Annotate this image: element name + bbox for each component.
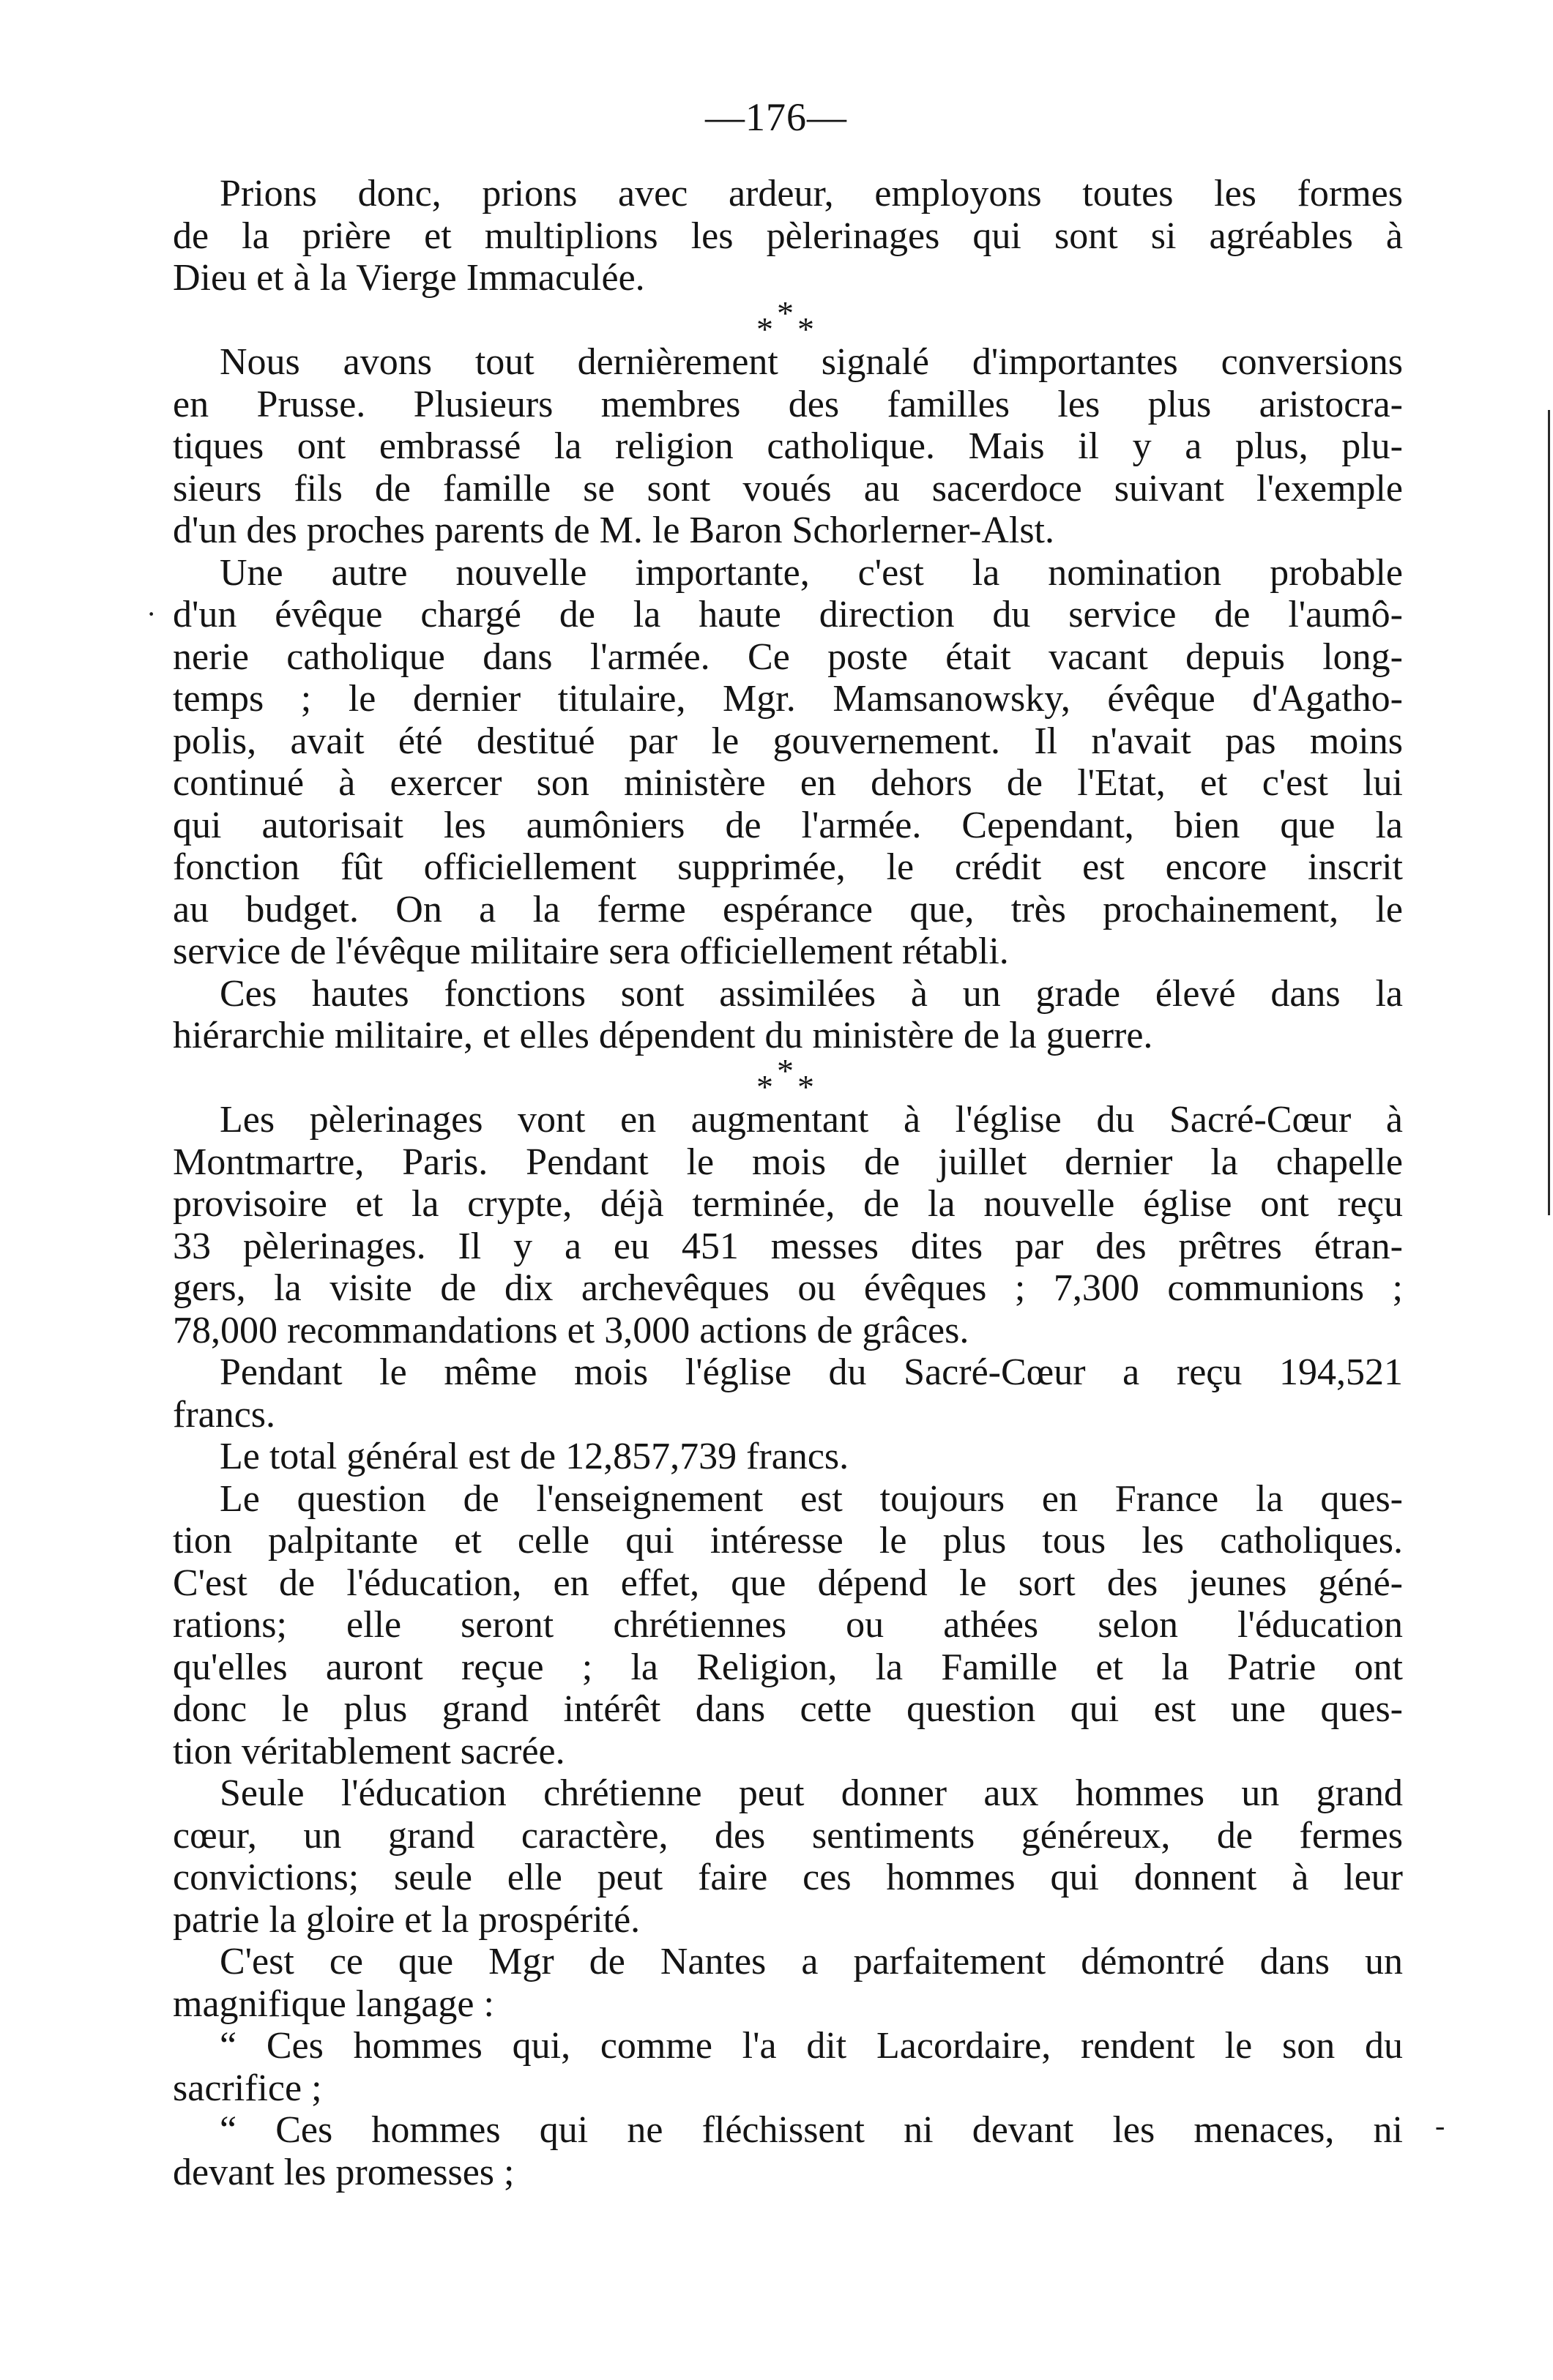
text-line: qu'elles auront reçue ; la Religion, la Famille et la Patrie ont <box>173 1646 1403 1688</box>
text-line: Nous avons tout dernièrement signalé d'importantes conversions <box>220 341 1403 383</box>
paragraph <box>173 1099 1403 1351</box>
text-line: Prions donc, prions avec ardeur, employons toutes les formes <box>220 173 1403 215</box>
text-line: devant les promesses ; <box>173 2151 515 2193</box>
text-line: sacrifice ; <box>173 2067 322 2109</box>
text-line: qui autorisait les aumôniers de l'armée. Cependant, bien que la <box>173 804 1403 846</box>
paragraph <box>173 552 1403 973</box>
text-line: au budget. On a la ferme espérance que, très prochainement, le <box>173 888 1403 930</box>
text-line: tion véritablement sacrée. <box>173 1730 565 1772</box>
text-line: Le question de l'enseignement est toujours en France la ques- <box>220 1477 1403 1520</box>
text-line: C'est de l'éducation, en effet, que dépend le sort des jeunes géné- <box>173 1562 1403 1604</box>
page-number: —176— <box>705 95 847 139</box>
text-line: gers, la visite de dix archevêques ou évêques ; 7,300 communions ; <box>173 1267 1403 1309</box>
paragraph <box>173 1351 1403 1436</box>
text-line: 33 pèlerinages. Il y a eu 451 messes dites par des prêtres étran- <box>173 1225 1403 1267</box>
text-line: C'est ce que Mgr de Nantes a parfaitement démontré dans un <box>220 1941 1403 1982</box>
paragraph <box>173 341 1403 552</box>
text-line: rations; elle seront chrétiennes ou athées selon l'éducation <box>173 1604 1403 1646</box>
text-line: provisoire et la crypte, déjà terminée, de la nouvelle église ont reçu <box>173 1183 1403 1225</box>
text-line: “ Ces hommes qui, comme l'a dit Lacordaire, rendent le son du <box>220 2025 1403 2067</box>
text-line: Les pèlerinages vont en augmentant à l'église du Sacré-Cœur à <box>220 1099 1403 1141</box>
text-line: sieurs fils de famille se sont voués au sacerdoce suivant l'exemple <box>173 467 1403 510</box>
asterisk-glyph: * <box>756 310 776 348</box>
asterism-stars <box>755 1051 821 1105</box>
text-line: patrie la gloire et la prospérité. <box>173 1898 641 1941</box>
paragraph <box>173 973 1403 1057</box>
text-line: magnifique langage : <box>173 1982 494 2025</box>
margin-dot-mark: · <box>146 597 157 630</box>
text-line: fonction fût officiellement supprimée, le crédit est encore inscrit <box>173 846 1403 888</box>
asterisk-glyph: * <box>756 1067 776 1105</box>
text-line: Dieu et à la Vierge Immaculée. <box>173 257 645 299</box>
paragraph <box>173 1436 1403 1478</box>
text-line: continué à exercer son ministère en dehors de l'Etat, et c'est lui <box>173 762 1403 804</box>
text-line: nerie catholique dans l'armée. Ce poste était vacant depuis long- <box>173 635 1403 678</box>
text-line: Une autre nouvelle importante, c'est la nomination probable <box>220 551 1403 594</box>
asterisk-glyph: * <box>777 1051 797 1089</box>
text-line: Le total général est de 12,857,739 francs. <box>220 1436 849 1477</box>
text-line: hiérarchie militaire, et elles dépendent du ministère de la guerre. <box>173 1015 1153 1056</box>
body-text <box>173 173 1403 2193</box>
text-line: temps ; le dernier titulaire, Mgr. Mamsanowsky, évêque d'Agatho- <box>173 678 1403 720</box>
text-line: Pendant le même mois l'église du Sacré-Cœur a reçu 194,521 <box>220 1351 1403 1393</box>
text-line: Seule l'éducation chrétienne peut donner aux hommes un grand <box>220 1772 1403 1814</box>
text-line: en Prusse. Plusieurs membres des familles les plus aristocra- <box>173 383 1403 425</box>
text-line: 78,000 recommandations et 3,000 actions de grâces. <box>173 1309 969 1351</box>
text-line: Montmartre, Paris. Pendant le mois de juillet dernier la chapelle <box>173 1141 1403 1183</box>
asterism-separator <box>173 1051 1403 1105</box>
text-line: tiques ont embrassé la religion catholique. Mais il y a plus, plu- <box>173 425 1403 467</box>
text-line: Ces hautes fonctions sont assimilées à un grade élevé dans la <box>220 972 1403 1015</box>
paragraph <box>173 2025 1403 2109</box>
text-line: francs. <box>173 1393 276 1436</box>
text-line: cœur, un grand caractère, des sentiments généreux, de fermes <box>173 1814 1403 1857</box>
text-line: tion palpitante et celle qui intéresse le plus tous les catholiques. <box>173 1520 1403 1562</box>
asterisk-glyph: * <box>797 1067 817 1105</box>
asterism-stars <box>755 294 821 348</box>
text-line: de la prière et multiplions les pèlerinages qui sont si agréables à <box>173 215 1403 257</box>
text-line: d'un des proches parents de M. le Baron Schorlerner-Alst. <box>173 510 1054 551</box>
paragraph <box>173 1478 1403 1773</box>
margin-dash-mark: - <box>1435 2109 1445 2142</box>
text-line: “ Ces hommes qui ne fléchissent ni devant les menaces, ni <box>220 2109 1403 2151</box>
text-line: d'un évêque chargé de la haute direction du service de l'aumô- <box>173 594 1403 635</box>
text-line: service de l'évêque militaire sera officiellement rétabli. <box>173 930 1009 972</box>
asterisk-glyph: * <box>797 310 817 348</box>
paragraph <box>173 173 1403 299</box>
paragraph <box>173 1772 1403 1941</box>
paragraph <box>173 1941 1403 2025</box>
right-edge-rule <box>1548 410 1550 1215</box>
text-line: polis, avait été destitué par le gouvernement. Il n'avait pas moins <box>173 720 1403 762</box>
text-line: convictions; seule elle peut faire ces hommes qui donnent à leur <box>173 1857 1403 1898</box>
paragraph <box>173 2109 1403 2193</box>
asterism-separator <box>173 294 1403 348</box>
asterisk-glyph: * <box>777 294 797 332</box>
text-line: donc le plus grand intérêt dans cette question qui est une ques- <box>173 1688 1403 1730</box>
